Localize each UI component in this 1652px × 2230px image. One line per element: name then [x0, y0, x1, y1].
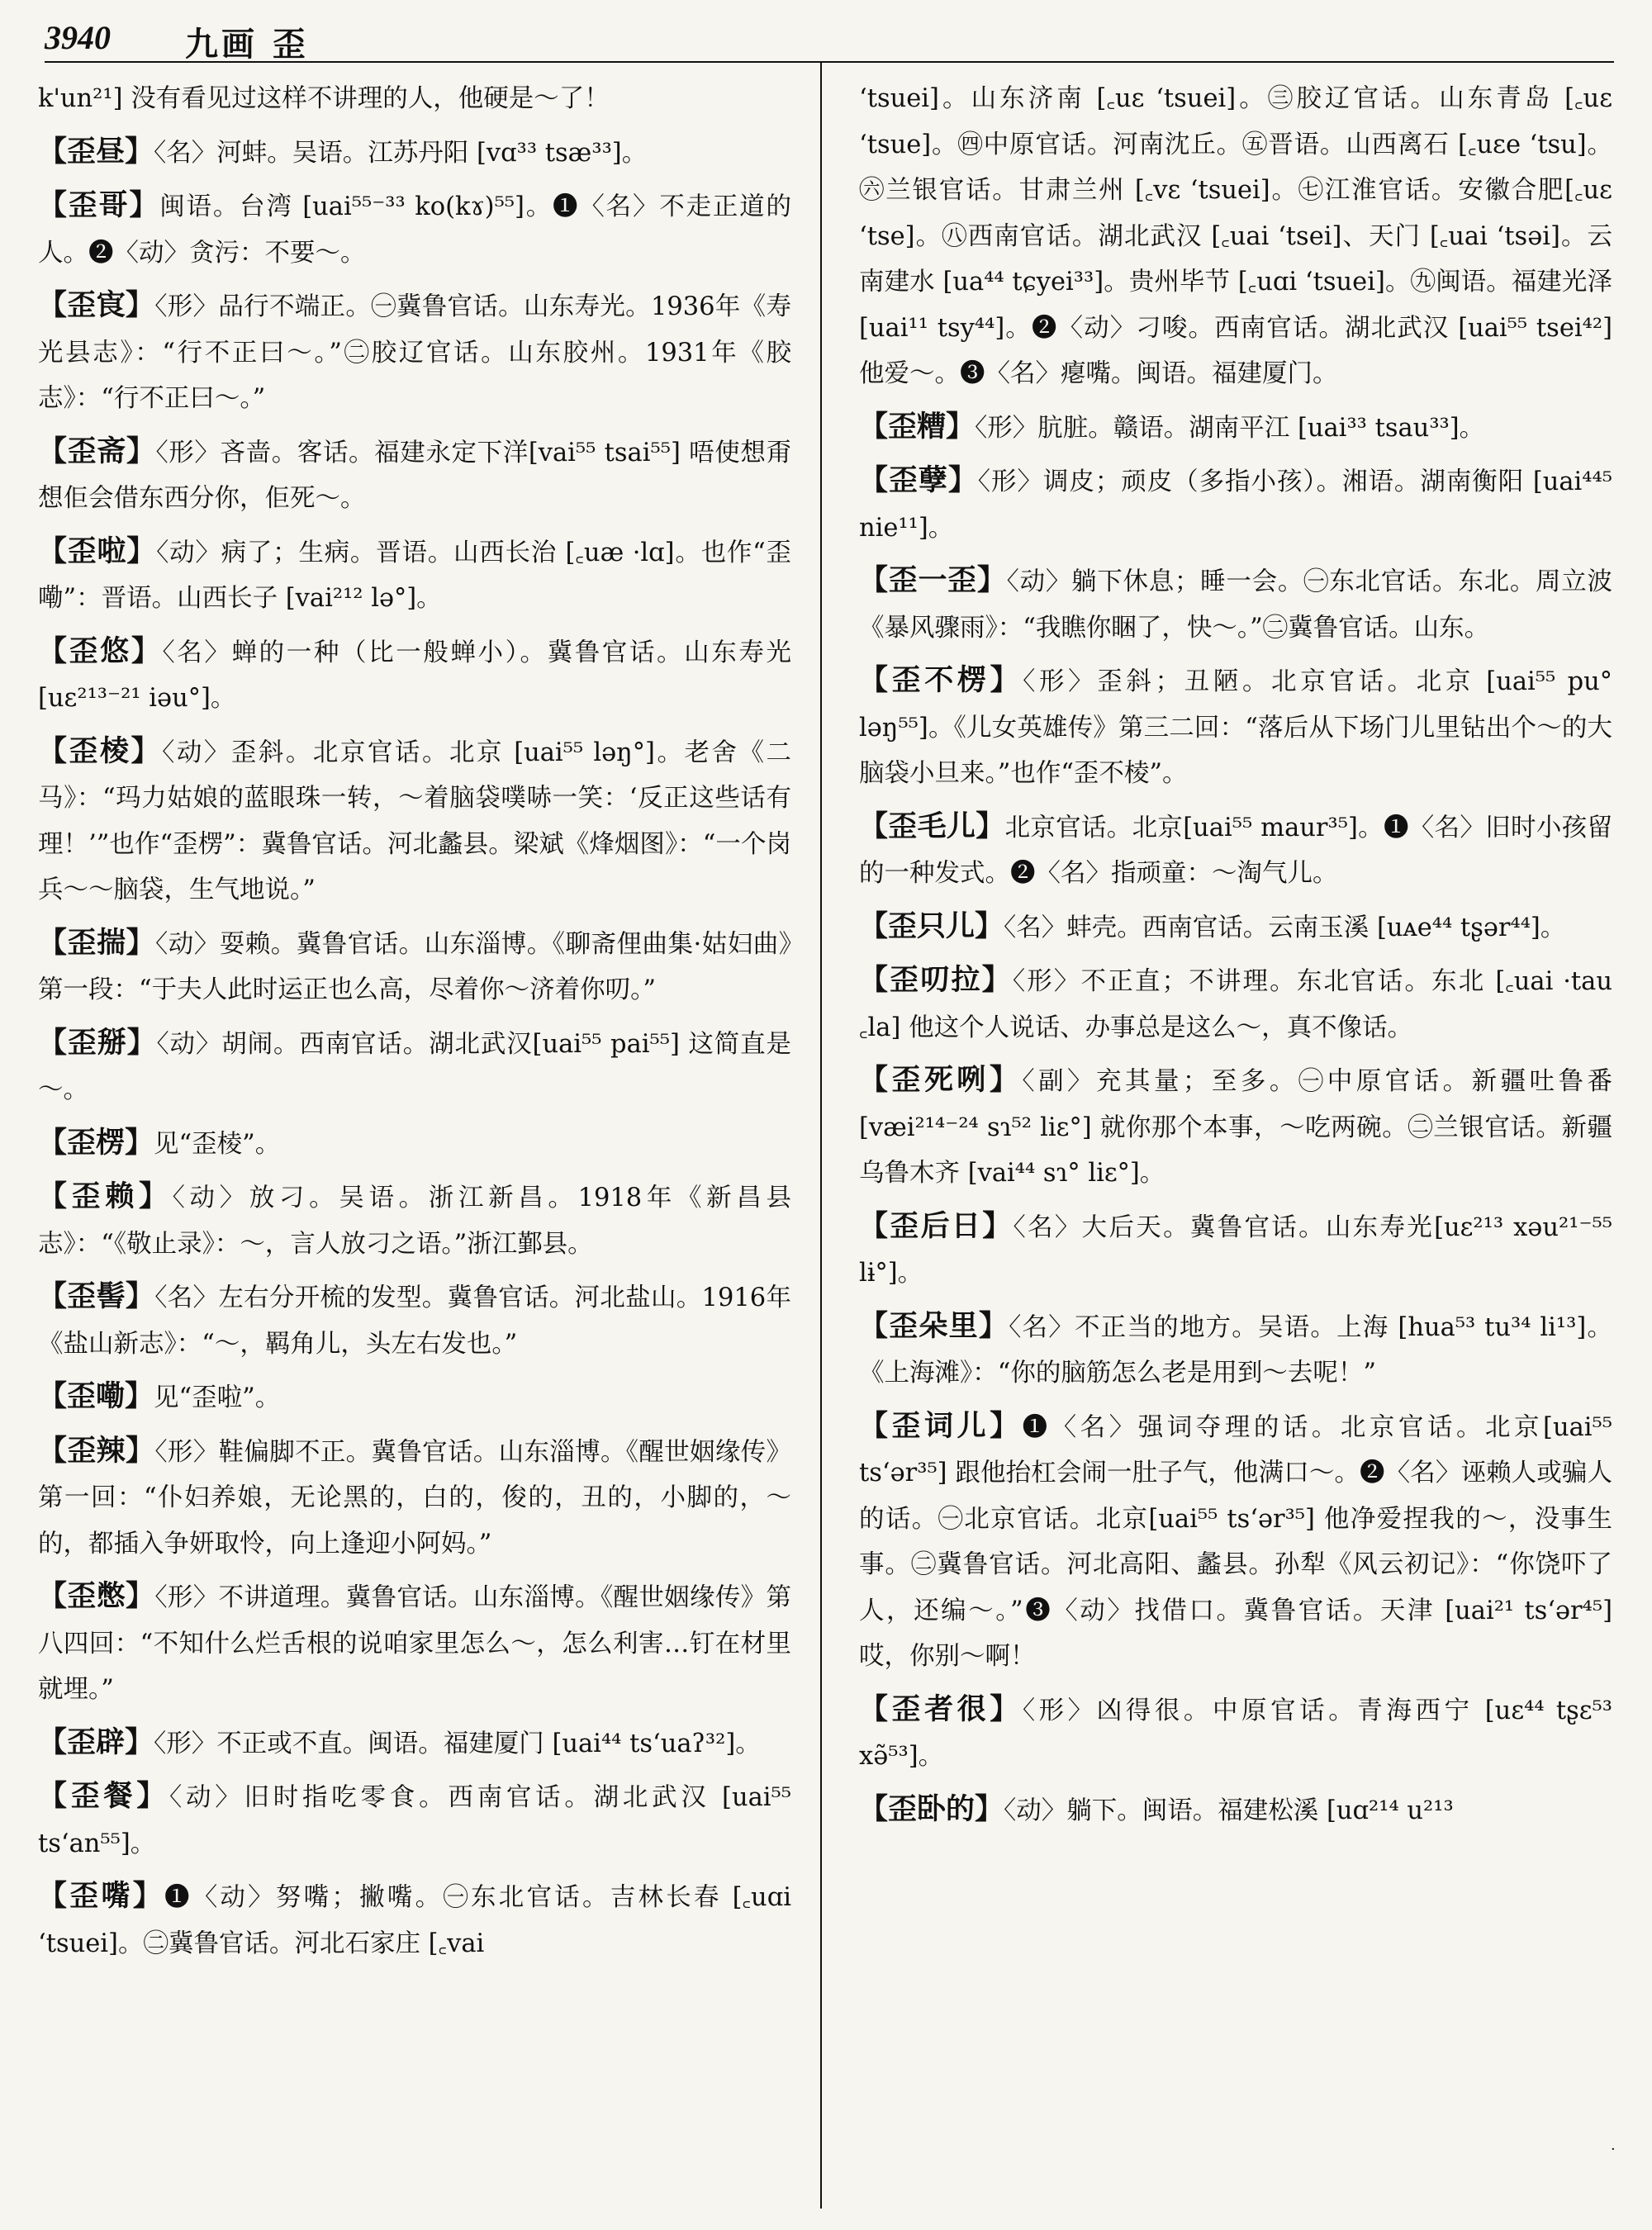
entry-definition: 〈形〉品行不端正。㊀冀鲁官话。山东寿光。1936年《寿光县志》：“行不正曰～。”㊁胶辽官话。山东胶州。1931年《胶志》：“行不正曰～。” [38, 292, 791, 413]
dictionary-entry [38, 1120, 791, 1168]
entry-definition: ❶〈动〉努嘴；撇嘴。㊀东北官话。吉林长春 [꜀uɑi ‘tsuei]。㊁冀鲁官话。河北石家庄 [꜀vai [38, 1883, 791, 1958]
entry-definition: 〈名〉左右分开梳的发型。冀鲁官话。河北盐山。1916年《盐山新志》：“～，羁角儿，头左右发也。” [38, 1283, 791, 1359]
column-divider [820, 61, 822, 2209]
dictionary-entry [859, 404, 1612, 452]
entry-definition: 〈形〉凶得很。中原官话。青海西宁 [uɛ⁴⁴ tʂɛ⁵³ xə̃⁵³]。 [859, 1696, 1612, 1771]
entry-definition: 闽语。台湾 [uai⁵⁵⁻³³ ko(kɤ)⁵⁵]。❶〈名〉不走正道的人。❷〈动〉贪污：不要～。 [38, 192, 791, 268]
header-rule [45, 61, 1614, 63]
dictionary-entry [38, 1374, 791, 1421]
entry-headword: 【歪嘴】 [38, 1879, 164, 1913]
entry-definition: 〈动〉耍赖。冀鲁官话。山东淄博。《聊斋俚曲集·姑妇曲》第一段：“于夫人此时运正也么高，尽着你～济着你叨。” [38, 929, 791, 1004]
entry-definition: 见“歪啦”。 [154, 1383, 281, 1412]
entry-definition: 〈动〉躺下休息；睡一会。㊀东北官话。东北。周立波《暴风骤雨》：“我瞧你睏了，快～。”㊁冀鲁官话。山东。 [859, 567, 1612, 643]
entry-headword: 【歪㝗】 [38, 288, 155, 322]
dictionary-entry [38, 1428, 791, 1568]
dictionary-entry [859, 657, 1612, 797]
entry-definition: 〈名〉河蚌。吴语。江苏丹阳 [vɑ³³ tsæ³³]。 [154, 138, 648, 168]
page-title: 九画 歪 [185, 25, 309, 64]
entry-definition: 〈名〉大后天。冀鲁官话。山东寿光[uɛ²¹³ xəu²¹⁻⁵⁵ lɨ°]。 [859, 1212, 1612, 1288]
entry-headword: 【歪后日】 [859, 1208, 1014, 1243]
entry-definition: 〈动〉旧时指吃零食。西南官话。湖北武汉 [uai⁵⁵ ts‘an⁵⁵]。 [38, 1783, 791, 1858]
entry-definition: 〈动〉放刁。吴语。浙江新昌。1918年《新昌县志》：“《敬止录》：～，言人放刁之语。”浙江鄞县。 [38, 1184, 791, 1259]
dictionary-entry [859, 1687, 1612, 1780]
entry-headword: 【歪昼】 [38, 134, 154, 168]
dictionary-entry [38, 1873, 791, 1967]
dictionary-entry [38, 282, 791, 422]
dictionary-entry [38, 1573, 791, 1713]
entry-headword: 【歪朵里】 [859, 1308, 1009, 1343]
dictionary-entry [38, 629, 791, 722]
dictionary-entry [859, 1057, 1612, 1197]
continued-text: k'un²¹] 没有看见过这样不讲理的人，他硬是～了！ [38, 84, 610, 113]
page-number: 3940 [45, 19, 111, 56]
entry-headword: 【歪餐】 [38, 1779, 170, 1813]
entry-definition: 〈动〉胡闹。西南官话。湖北武汉[uai⁵⁵ pai⁵⁵] 这简直是～。 [38, 1029, 791, 1104]
entry-headword: 【歪叨拉】 [859, 963, 1013, 997]
dictionary-entry [38, 529, 791, 622]
dictionary-entry [38, 129, 791, 177]
entry-headword: 【歪悠】 [38, 633, 163, 668]
dictionary-entry [859, 1303, 1612, 1397]
entry-definition: 〈形〉肮脏。赣语。湖南平江 [uai³³ tsau³³]。 [975, 413, 1485, 443]
entry-headword: 【歪糟】 [859, 409, 976, 444]
entry-headword: 【歪词儿】 [859, 1408, 1023, 1443]
dictionary-entry [859, 904, 1612, 951]
entry-headword: 【歪楞】 [38, 1125, 154, 1160]
entry-headword: 【歪哥】 [38, 188, 160, 222]
entry-definition: 〈形〉调皮；顽皮（多指小孩）。湘语。湖南衡阳 [uai⁴⁴⁵ nie¹¹]。 [859, 467, 1612, 543]
dictionary-entry [859, 1203, 1612, 1297]
entry-headword: 【歪者很】 [859, 1691, 1023, 1726]
entry-definition: 〈名〉蚌壳。西南官话。云南玉溪 [uᴀe⁴⁴ tʂər⁴⁴]。 [1004, 913, 1566, 942]
entry-definition: 〈形〉不讲道理。冀鲁官话。山东淄博。《醒世姻缘传》第八四回：“不知什么烂舌根的说咱家里怎么～，怎么利害…钉在材里就埋。” [38, 1583, 791, 1704]
entry-definition: 〈形〉鞋偏脚不正。冀鲁官话。山东淄博。《醒世姻缘传》第一回：“仆妇养娘，无论黑的，白的，俊的，丑的，小脚的，～的，都插入争妍取怜，向上逢迎小阿妈。” [38, 1437, 791, 1559]
entry-headword: 【歪死咧】 [859, 1063, 1023, 1097]
entry-definition: 〈形〉不正直；不讲理。东北官话。东北 [꜀uai ·tau ꜀la] 他这个人说话、办事总是这么～，真不像话。 [859, 967, 1612, 1042]
continued-text: ‘tsuei]。山东济南 [꜀uɛ ‘tsuei]。㊂胶辽官话。山东青岛 [꜀uɛ ‘tsue]。㊃中原官话。河南沈丘。㊄晋语。山西离石 [꜀uɛe ‘tsu]。㊅兰银官话。甘肃兰州 [꜀vɛ ‘tsuei]。㊆江淮官话。安徽合肥[꜀uɛ ‘tse]。㊇西南官话。湖北武汉 [꜀uai ‘tsei]、天门 [꜀uai ‘tsəi]。云南建水 [ua⁴⁴ tɕyei³³]。贵州毕节 [꜀uɑi ‘tsuei]。㊈闽语。福建光泽 [uai¹¹ tsy⁴⁴]。❷〈动〉刁唆。西南官话。湖北武汉 [uai⁵⁵ tsei⁴²] 他爱～。❸〈名〉瘪嘴。闽语。福建厦门。 [859, 84, 1612, 388]
entry-definition: 〈动〉躺下。闽语。福建松溪 [uɑ²¹⁴ u²¹³ [1004, 1796, 1454, 1825]
entry-list [859, 404, 1612, 1834]
entry-definition: 〈动〉病了；生病。晋语。山西长治 [꜀uæ ·lɑ]。也作“歪嘞”：晋语。山西长子 [vai²¹² lə°]。 [38, 538, 791, 613]
dictionary-entry [38, 1773, 791, 1867]
dictionary-entry [38, 1720, 791, 1767]
entry-headword: 【歪毛儿】 [859, 809, 1005, 843]
entry-definition: 〈形〉不正或不直。闽语。福建厦门 [uai⁴⁴ ts‘uaʔ³²]。 [154, 1729, 761, 1758]
entry-headword: 【歪辟】 [38, 1725, 154, 1759]
entry-headword: 【歪斋】 [38, 434, 156, 468]
entry-definition: 〈副〉充其量；至多。㊀中原官话。新疆吐鲁番 [væi²¹⁴⁻²⁴ sɿ⁵² liɛ°] 就你那个本事，～吃两碗。㊁兰银官话。新疆乌鲁木齐 [vai⁴⁴ sɿ° liɛ°]。 [859, 1067, 1612, 1188]
entry-headword: 【歪只儿】 [859, 909, 1004, 943]
entry-headword: 【歪揣】 [38, 925, 156, 960]
entry-headword: 【歪卧的】 [859, 1791, 1004, 1826]
entry-headword: 【歪髻】 [38, 1279, 155, 1313]
dictionary-entry [859, 1403, 1612, 1680]
dictionary-entry [38, 1174, 791, 1267]
entry-definition: 北京官话。北京[uai⁵⁵ maur³⁵]。❶〈名〉旧时小孩留的一种发式。❷〈名〉指顽童：～淘气儿。 [859, 813, 1612, 888]
dictionary-entry [859, 558, 1612, 651]
entry-definition: 〈形〉歪斜；丑陋。北京官话。北京 [uai⁵⁵ pu° ləŋ⁵⁵]。《儿女英雄传》第三二回：“落后从下场门儿里钻出个～的大脑袋小旦来。”也作“歪不棱”。 [859, 667, 1612, 788]
right-column [859, 76, 1612, 2215]
entry-headword: 【歪孽】 [859, 463, 978, 497]
dictionary-entry [38, 1274, 791, 1367]
dictionary-entry [859, 804, 1612, 897]
entry-headword: 【歪掰】 [38, 1025, 157, 1060]
dictionary-entry [859, 957, 1612, 1051]
dictionary-entry [38, 183, 791, 276]
page-header [45, 18, 1614, 64]
entry-headword: 【歪辣】 [38, 1433, 155, 1468]
dictionary-entry [859, 458, 1612, 551]
entry-headword: 【歪一歪】 [859, 563, 1007, 597]
entry-headword: 【歪赖】 [38, 1179, 173, 1213]
left-column [38, 76, 791, 2215]
entry-headword: 【歪不楞】 [859, 663, 1023, 697]
entry-definition: 〈名〉蝉的一种（比一般蝉小）。冀鲁官话。山东寿光 [uɛ²¹³⁻²¹ iəu°]。 [38, 638, 791, 713]
dictionary-entry [38, 920, 791, 1013]
dictionary-entry [859, 1786, 1612, 1834]
entry-headword: 【歪嘞】 [38, 1379, 154, 1413]
dictionary-entry [38, 1020, 791, 1113]
entry-definition: 〈名〉不正当的地方。吴语。上海 [hua⁵³ tu³⁴ li¹³]。《上海滩》：“你的脑筋怎么老是用到～去呢！” [859, 1312, 1612, 1388]
entry-headword: 【歪憋】 [38, 1579, 155, 1613]
dictionary-entry [38, 728, 791, 913]
dictionary-entry [38, 429, 791, 522]
entry-definition: 见“歪棱”。 [154, 1129, 281, 1159]
entry-headword: 【歪啦】 [38, 534, 157, 568]
entry-definition: ❶〈名〉强词夺理的话。北京官话。北京[uai⁵⁵ ts‘ər³⁵] 跟他抬杠会闹一肚子气，他满口～。❷〈名〉诬赖人或骗人的话。㊀北京官话。北京[uai⁵⁵ ts‘ər³⁵] 他净爱捏我的～，没事生事。㊁冀鲁官话。河北高阳、蠡县。孙犁《风云初记》：“你饶吓了人，还编～。”❸〈动〉找借口。冀鲁官话。天津 [uai²¹ ts‘ər⁴⁵] 哎，你别～啊！ [859, 1412, 1612, 1671]
entry-definition: 〈形〉吝啬。客话。福建永定下洋[vai⁵⁵ tsai⁵⁵] 唔使想甭想佢会借东西分你，佢死～。 [38, 438, 791, 513]
scan-mark: · [1611, 2141, 1616, 2158]
entry-list [38, 129, 791, 1967]
entry-headword: 【歪棱】 [38, 733, 163, 768]
entry-definition: 〈动〉歪斜。北京官话。北京 [uai⁵⁵ ləŋ°]。老舍《二马》：“玛力姑娘的蓝眼珠一转，～着脑袋噗哧一笑：‘反正这些话有理！’”也作“歪楞”：冀鲁官话。河北蠡县。梁斌《烽烟图》：“一个岗兵～～脑袋，生气地说。” [38, 738, 791, 904]
